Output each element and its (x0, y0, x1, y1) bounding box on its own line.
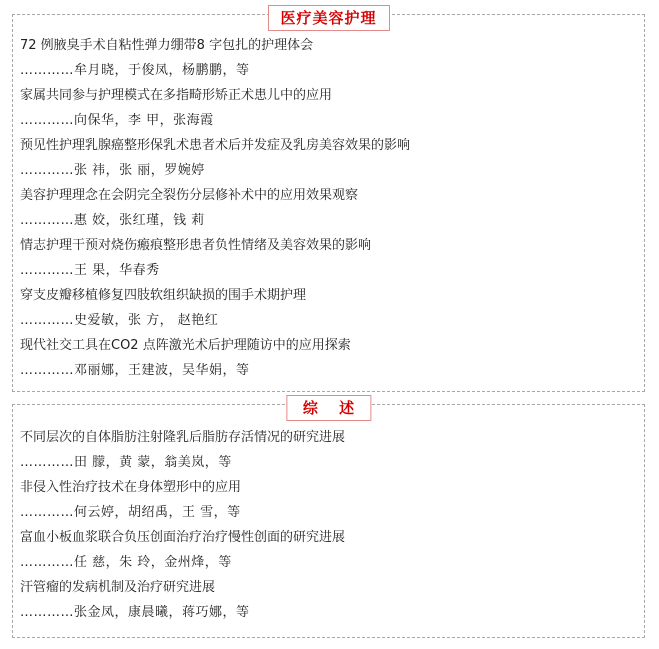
article-title[interactable]: 预见性护理乳腺癌整形保乳术患者术后并发症及乳房美容效果的影响 (20, 138, 411, 153)
section-title: 医疗美容护理 (267, 5, 389, 31)
article-authors: …………牟月晓，于俊凤，杨鹏鹏，等 (20, 63, 250, 78)
section-nursing (12, 9, 645, 392)
list-item (20, 33, 640, 83)
article-authors: …………何云婷，胡绍禹，王 雪，等 (20, 505, 241, 520)
article-title[interactable]: 非侵入性治疗技术在身体塑形中的应用 (20, 480, 242, 495)
list-item (20, 425, 640, 475)
article-title[interactable]: 不同层次的自体脂肪注射隆乳后脂肪存活情况的研究进展 (20, 430, 346, 445)
entry-list (20, 33, 640, 383)
article-title[interactable]: 美容护理理念在会阴完全裂伤分层修补术中的应用效果观察 (20, 188, 359, 203)
article-title[interactable]: 情志护理干预对烧伤瘢痕整形患者负性情绪及美容效果的影响 (20, 238, 372, 253)
list-item (20, 283, 640, 333)
article-title[interactable]: 家属共同参与护理模式在多指畸形矫正术患儿中的应用 (20, 88, 333, 103)
list-item (20, 525, 640, 575)
list-item (20, 333, 640, 383)
article-authors: …………向保华，李 甲，张海霞 (20, 113, 214, 128)
article-authors: …………邓丽娜，王建波，吴华娟，等 (20, 363, 250, 378)
list-item (20, 475, 640, 525)
entry-list (20, 425, 640, 625)
section-title: 综 述 (286, 395, 371, 421)
article-authors: …………张金凤，康晨曦，蒋巧娜，等 (20, 605, 250, 620)
article-title[interactable]: 72 例腋臭手术自粘性弹力绷带8 字包扎的护理体会 (20, 38, 314, 53)
article-title[interactable]: 穿支皮瓣移植修复四肢软组织缺损的围手术期护理 (20, 288, 307, 303)
list-item (20, 83, 640, 133)
article-authors: …………田 朦，黄 蒙，翁美岚，等 (20, 455, 232, 470)
list-item (20, 133, 640, 183)
article-authors: …………王 果，华春秀 (20, 263, 160, 278)
article-authors: …………史爱敏，张 方， 赵艳红 (20, 313, 219, 328)
article-authors: …………任 慈，朱 玲，金州烽，等 (20, 555, 232, 570)
article-authors: …………张 祎，张 丽，罗婉婷 (20, 163, 205, 178)
list-item (20, 183, 640, 233)
section-review (12, 399, 645, 638)
list-item (20, 575, 640, 625)
article-title[interactable]: 现代社交工具在CO2 点阵激光术后护理随访中的应用探索 (20, 338, 351, 353)
article-title[interactable]: 汗管瘤的发病机制及治疗研究进展 (20, 580, 216, 595)
article-authors: …………惠 姣，张红瑾，钱 莉 (20, 213, 205, 228)
article-title[interactable]: 富血小板血浆联合负压创面治疗治疗慢性创面的研究进展 (20, 530, 346, 545)
list-item (20, 233, 640, 283)
